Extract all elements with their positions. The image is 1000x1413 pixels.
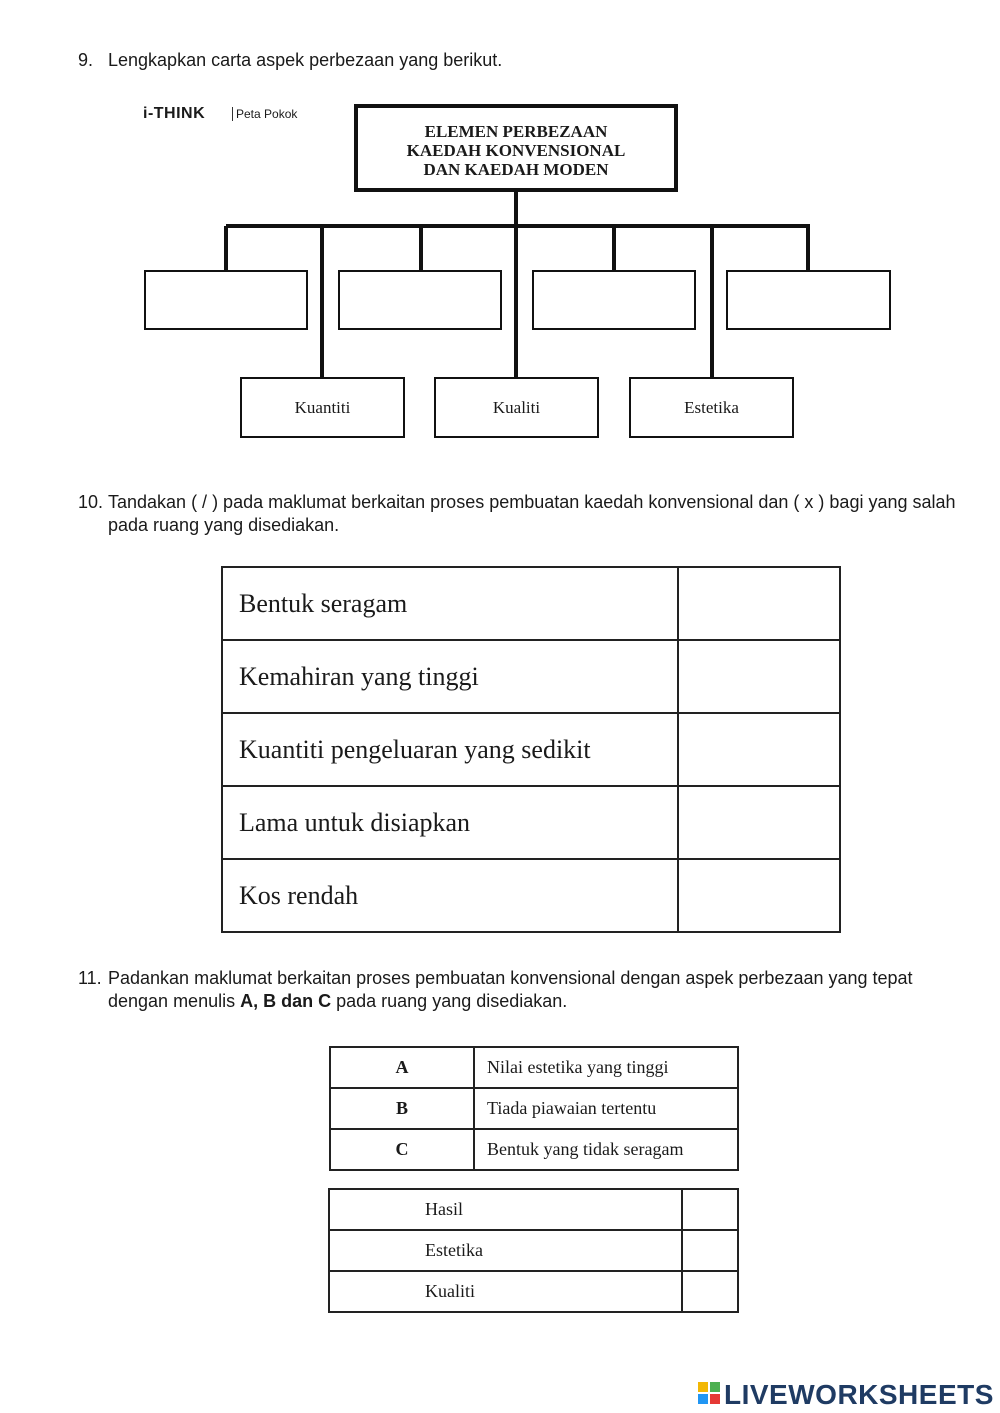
statement-cell: Kuantiti pengeluaran yang sedikit [222, 713, 678, 786]
question-number: 9. [78, 50, 94, 70]
answer-cell[interactable] [678, 567, 840, 640]
question-text-bold: A, B dan C [240, 991, 332, 1011]
table-row [222, 859, 840, 932]
table-11-statements [329, 1046, 739, 1171]
statement-cell: Kos rendah [222, 859, 678, 932]
ithink-logo [143, 105, 298, 123]
question-text: Tandakan ( / ) pada maklumat berkaitan proses pembuatan kaedah konvensional dan ( x ) bagi yang salah pada ruang yang disediakan. [108, 492, 956, 535]
title-line-1: ELEMEN PERBEZAAN [424, 122, 608, 141]
question-number: 11. [78, 968, 102, 988]
answer-box-2[interactable] [338, 270, 502, 330]
key-cell: B [330, 1088, 474, 1129]
answer-cell[interactable] [682, 1271, 738, 1312]
liveworksheets-logo: LIVEWORKSHEETS [724, 1379, 994, 1410]
answer-cell[interactable] [678, 859, 840, 932]
aspect-cell: Estetika [329, 1230, 682, 1271]
table-row [330, 1129, 738, 1170]
title-line-2: KAEDAH KONVENSIONAL [406, 141, 626, 160]
diagram-title-box [354, 104, 678, 192]
table-row [329, 1189, 738, 1230]
table-row [330, 1088, 738, 1129]
label-kualiti: Kualiti [492, 398, 541, 417]
table-row [330, 1047, 738, 1088]
answer-cell[interactable] [682, 1230, 738, 1271]
question-text-part1: Padankan maklumat berkaitan proses pembuatan konvensional dengan aspek perbezaan yang tepat dengan menulis [108, 968, 913, 1011]
answer-box-1[interactable] [144, 270, 308, 330]
table-row [222, 713, 840, 786]
table-row [329, 1230, 738, 1271]
question-text-part2: pada ruang yang disediakan. [331, 991, 568, 1011]
label-estetika: Estetika [684, 398, 739, 417]
statement-cell: Nilai estetika yang tinggi [474, 1047, 738, 1088]
liveworksheets-icon [698, 1382, 720, 1404]
aspect-cell: Hasil [329, 1189, 682, 1230]
table-10 [221, 566, 841, 933]
title-line-3: DAN KAEDAH MODEN [423, 160, 609, 179]
label-box-kualiti [434, 377, 599, 438]
key-cell: A [330, 1047, 474, 1088]
table-row [222, 786, 840, 859]
answer-box-4[interactable] [726, 270, 891, 330]
question-text: Lengkapkan carta aspek perbezaan yang berikut. [108, 50, 503, 70]
statement-cell: Lama untuk disiapkan [222, 786, 678, 859]
label-box-estetika [629, 377, 794, 438]
table-row [329, 1271, 738, 1312]
answer-cell[interactable] [678, 713, 840, 786]
label-box-kuantiti [240, 377, 405, 438]
question-number: 10. [78, 492, 104, 512]
answer-cell[interactable] [682, 1189, 738, 1230]
aspect-cell: Kualiti [329, 1271, 682, 1312]
ithink-brand: i-THINK [143, 105, 206, 122]
key-cell: C [330, 1129, 474, 1170]
table-row [222, 640, 840, 713]
statement-cell: Bentuk yang tidak seragam [474, 1129, 738, 1170]
table-row [222, 567, 840, 640]
answer-cell[interactable] [678, 640, 840, 713]
statement-cell: Bentuk seragam [222, 567, 678, 640]
ithink-subtitle: Peta Pokok [232, 107, 297, 121]
question-text [108, 967, 968, 1013]
statement-cell: Tiada piawaian tertentu [474, 1088, 738, 1129]
table-11-aspects [328, 1188, 739, 1313]
statement-cell: Kemahiran yang tinggi [222, 640, 678, 713]
answer-box-3[interactable] [532, 270, 696, 330]
label-kuantiti: Kuantiti [294, 398, 351, 417]
answer-cell[interactable] [678, 786, 840, 859]
